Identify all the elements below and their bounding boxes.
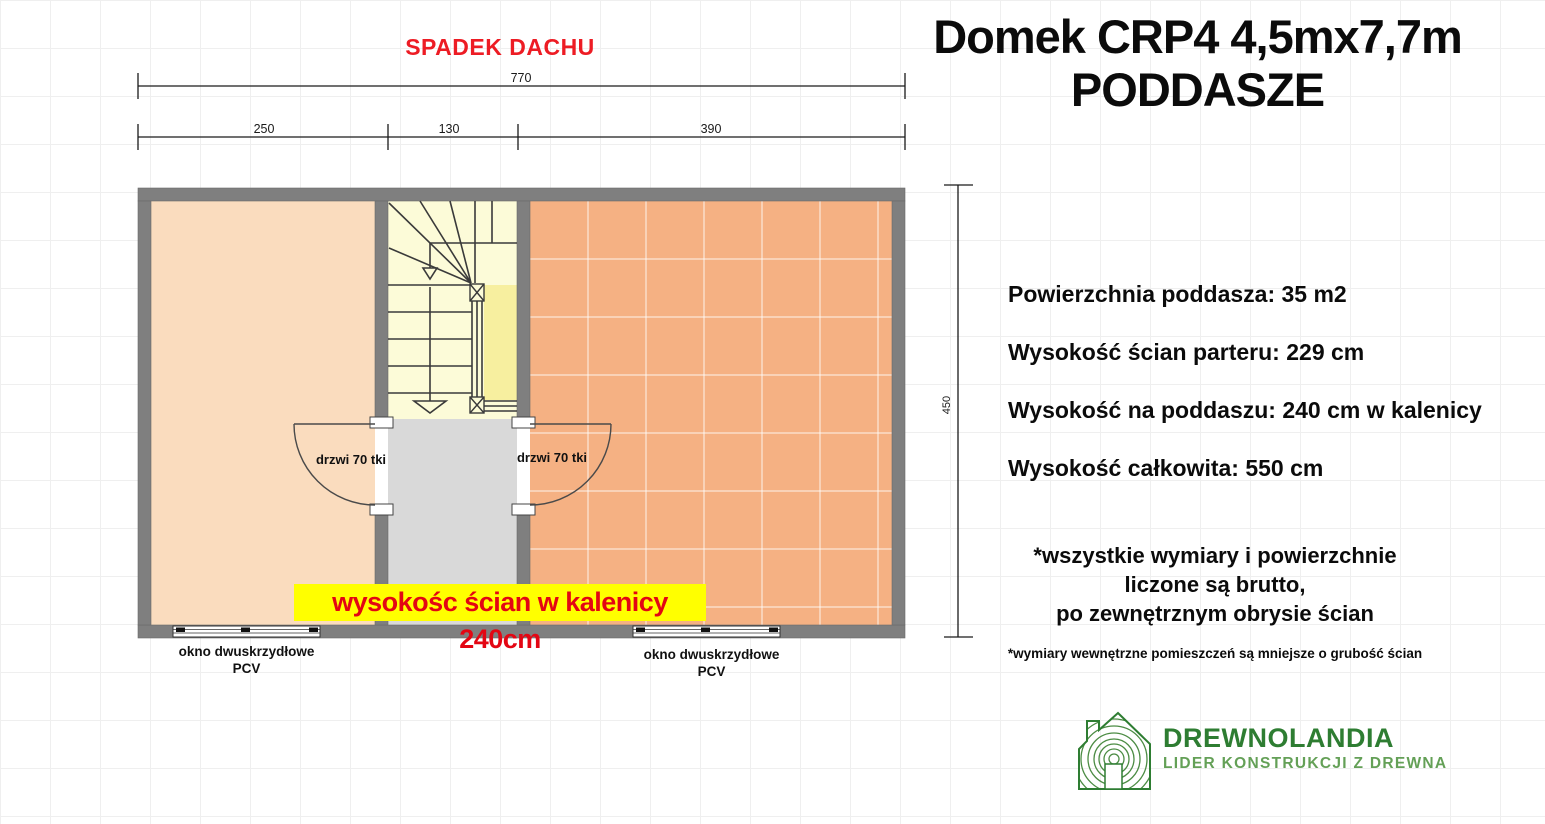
page-title-line2: PODDASZE: [1070, 63, 1325, 116]
room-left: [151, 201, 375, 625]
note-line1: *wszystkie wymiary i powierzchnie: [1033, 543, 1397, 568]
door-left-label: drzwi 70 tki: [315, 452, 387, 467]
dim-right-room: 390: [700, 122, 722, 136]
spec-area: Powierzchnia poddasza: 35 m2: [1008, 281, 1347, 307]
window-right-label: [613, 646, 810, 680]
spec-total-height: Wysokość całkowita: 550 cm: [1008, 455, 1324, 481]
window-right-label-line2: PCV: [697, 664, 726, 679]
note-line3: po zewnętrznym obrysie ścian: [1056, 601, 1374, 626]
window-left: [173, 626, 320, 637]
window-left-label-line1: okno dwuskrzydłowe: [178, 644, 315, 659]
stairwell-landing-strip: [484, 285, 517, 400]
page-title: [890, 10, 1505, 116]
dim-stair: 130: [438, 122, 460, 136]
window-left-label: [148, 643, 345, 677]
logo-name: DREWNOLANDIA: [1163, 723, 1394, 753]
roof-slope-label: SPADEK DACHU: [405, 34, 595, 60]
ridge-wall-height-highlight: wysokośc ścian w kalenicy 240cm: [294, 584, 706, 621]
internal-dimensions-note: *wymiary wewnętrzne pomieszczeń są mniejsze o grubość ścian: [1007, 646, 1423, 661]
room-right: [530, 201, 892, 625]
dim-left-room: 250: [253, 122, 275, 136]
window-left-label-line2: PCV: [232, 661, 261, 676]
spec-attic-height: Wysokość na poddaszu: 240 cm w kalenicy: [1008, 397, 1482, 423]
page-title-line1: Domek CRP4 4,5mx7,7m: [933, 10, 1462, 63]
window-right: [633, 626, 780, 637]
gross-dimensions-note: [955, 541, 1475, 628]
dim-total-width: 770: [510, 71, 532, 85]
drewnolandia-house-icon: [1070, 708, 1158, 796]
door-right-label: drzwi 70 tki: [516, 450, 588, 465]
dim-depth: 450: [941, 395, 953, 415]
logo-tagline: LIDER KONSTRUKCJI Z DREWNA: [1163, 755, 1448, 772]
note-line2: liczone są brutto,: [1124, 572, 1306, 597]
spec-wall-height: Wysokość ścian parteru: 229 cm: [1008, 339, 1365, 365]
window-right-label-line1: okno dwuskrzydłowe: [643, 647, 780, 662]
